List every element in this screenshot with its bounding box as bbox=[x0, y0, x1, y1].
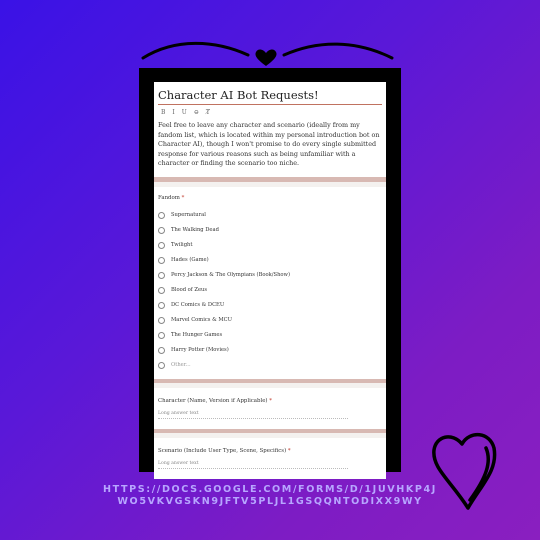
top-swirl-left bbox=[143, 43, 248, 58]
option-other[interactable]: Other... bbox=[158, 358, 382, 373]
top-swirl-right bbox=[284, 44, 392, 58]
form-description[interactable]: Feel free to leave any character and scenario (ideally from my fandom list, which is located within my personal introduction bot on Character AI), though I won't promise to do every single submitted response for various reasons such as being unfamiliar with a character or finding the scenario too niche. bbox=[158, 121, 380, 168]
underline-icon[interactable]: U bbox=[181, 109, 187, 116]
radio-icon[interactable] bbox=[158, 332, 165, 339]
radio-icon[interactable] bbox=[158, 227, 165, 234]
form-url[interactable] bbox=[100, 484, 440, 508]
fandom-question bbox=[154, 187, 386, 383]
option-harry-potter[interactable]: Harry Potter (Movies) bbox=[158, 343, 382, 358]
italic-icon[interactable]: I bbox=[172, 109, 175, 116]
fandom-question-label: Fandom * bbox=[158, 194, 185, 201]
option-dc-comics[interactable]: DC Comics & DCEU bbox=[158, 298, 382, 313]
option-percy-jackson[interactable]: Percy Jackson & The Olympians (Book/Show) bbox=[158, 268, 382, 283]
required-mark: * bbox=[181, 194, 185, 201]
option-the-hunger-games[interactable]: The Hunger Games bbox=[158, 328, 382, 343]
option-marvel-comics[interactable]: Marvel Comics & MCU bbox=[158, 313, 382, 328]
option-hades[interactable]: Hades (Game) bbox=[158, 253, 382, 268]
top-heart-icon bbox=[255, 49, 276, 66]
option-twilight[interactable]: Twilight bbox=[158, 238, 382, 253]
required-mark: * bbox=[287, 447, 291, 454]
radio-icon[interactable] bbox=[158, 302, 165, 309]
text-format-toolbar bbox=[158, 109, 382, 116]
form-title[interactable]: Character AI Bot Requests! bbox=[158, 88, 382, 105]
option-the-walking-dead[interactable]: The Walking Dead bbox=[158, 223, 382, 238]
radio-icon[interactable] bbox=[158, 347, 165, 354]
big-heart-icon bbox=[434, 435, 495, 508]
form-header-card bbox=[154, 82, 386, 182]
required-mark: * bbox=[269, 397, 272, 404]
radio-icon[interactable] bbox=[158, 242, 165, 249]
option-supernatural[interactable]: Supernatural bbox=[158, 208, 382, 223]
character-question-label: Character (Name, Version if Applicable) * bbox=[158, 397, 272, 404]
form-url-line-2: WO5VKVGSKN9JFTV5PLJL1GSQQNTODIXX9WY bbox=[117, 496, 423, 507]
option-blood-of-zeus[interactable]: Blood of Zeus bbox=[158, 283, 382, 298]
character-answer-field[interactable]: Long answer text bbox=[158, 411, 348, 419]
radio-icon[interactable] bbox=[158, 272, 165, 279]
clear-format-icon[interactable]: T̸ bbox=[205, 109, 210, 116]
scenario-answer-field[interactable]: Long answer text bbox=[158, 461, 348, 469]
radio-icon[interactable] bbox=[158, 212, 165, 219]
form-url-line-1: HTTPS://DOCS.GOOGLE.COM/FORMS/D/1JUVHKP4J bbox=[103, 484, 437, 495]
scenario-question bbox=[154, 438, 386, 479]
radio-icon[interactable] bbox=[158, 257, 165, 264]
radio-icon[interactable] bbox=[158, 362, 165, 369]
google-form bbox=[154, 82, 386, 466]
link-icon[interactable]: ⊖ bbox=[193, 109, 199, 116]
scenario-question-label: Scenario (Include User Type, Scene, Specifics) * bbox=[158, 447, 291, 454]
radio-icon[interactable] bbox=[158, 317, 165, 324]
bold-icon[interactable]: B bbox=[161, 109, 166, 116]
character-question bbox=[154, 388, 386, 433]
radio-icon[interactable] bbox=[158, 287, 165, 294]
